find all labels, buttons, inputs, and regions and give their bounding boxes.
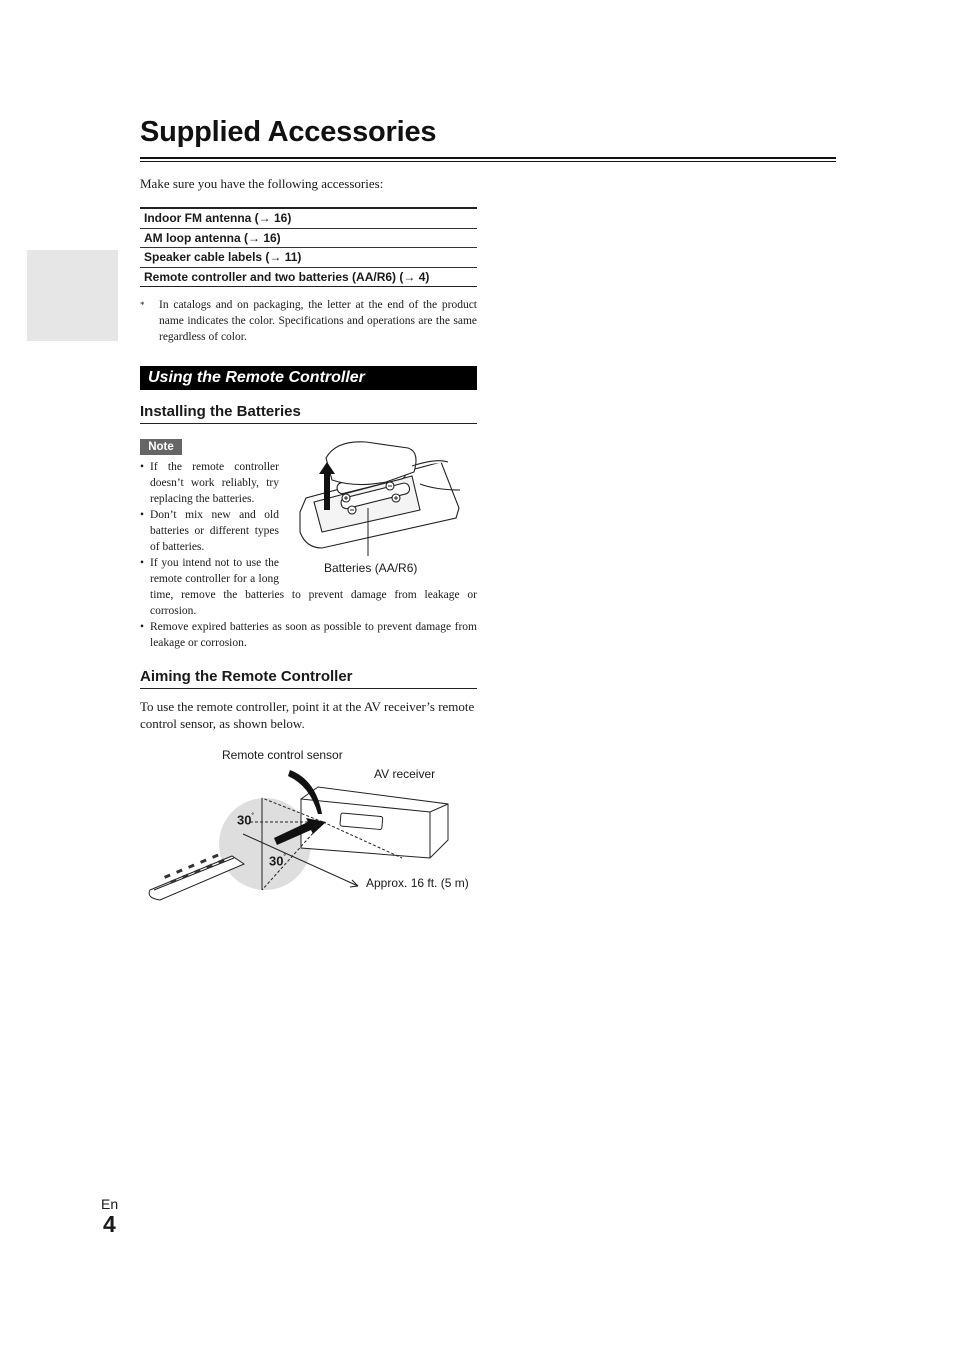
footnote-mark: * — [140, 300, 145, 310]
section-title: Using the Remote Controller — [148, 369, 365, 386]
sensor-label: Remote control sensor — [222, 748, 343, 762]
accessory-page-ref: 16) — [270, 211, 292, 225]
installing-batteries-heading: Installing the Batteries — [140, 403, 477, 424]
arrow-icon: → — [258, 211, 271, 225]
aiming-text: To use the remote controller, point it at the AV receiver’s remote control sensor, as shown below. — [140, 699, 475, 731]
list-item: • Don’t mix new and old batteries or different types of batteries. — [140, 507, 477, 555]
footnote-text: In catalogs and on packaging, the letter at the end of the product name indicates the color. Specifications and operations are the same regardless of color. — [159, 299, 477, 343]
arrow-icon: → — [269, 250, 282, 264]
angle-top-label — [237, 812, 254, 827]
aiming-heading: Aiming the Remote Controller — [140, 668, 477, 689]
battery-installation-illustration — [296, 436, 466, 556]
page-title: Supplied Accessories — [140, 116, 437, 148]
arrow-icon: → — [248, 230, 260, 245]
footnote — [140, 297, 477, 345]
angle-top-value: 30 — [237, 812, 252, 828]
accessory-row — [140, 209, 477, 229]
distance-label: Approx. 16 ft. (5 m) — [366, 876, 469, 890]
aiming-illustration — [140, 740, 480, 915]
language-label: En — [101, 1196, 119, 1212]
angle-bottom-label — [269, 853, 286, 868]
list-item: • If the remote controller doesn’t work reliably, try replacing the batteries. — [140, 459, 477, 507]
title-rule — [140, 157, 836, 159]
accessory-row — [140, 248, 477, 268]
accessories-table — [140, 207, 477, 287]
accessory-page-ref: 16) — [260, 230, 281, 245]
accessory-name: Speaker cable labels ( — [144, 250, 270, 264]
accessory-name: AM loop antenna ( — [144, 230, 248, 245]
degree-mark: ˚ — [251, 812, 255, 821]
page-number: 4 — [103, 1211, 116, 1237]
title-rule-thin — [140, 161, 836, 162]
list-item: • If you intend not to use the remote controller for a long time, remove the batteries to prevent damage from leakage or corrosion. — [140, 555, 477, 619]
accessory-page-ref: 4) — [415, 269, 430, 284]
accessory-row — [140, 268, 477, 288]
chapter-tab — [27, 250, 118, 341]
degree-mark: ˚ — [283, 853, 287, 862]
section-header — [140, 366, 477, 390]
accessory-page-ref: 11) — [281, 250, 302, 264]
receiver-label: AV receiver — [374, 767, 436, 781]
angle-bottom-value: 30 — [269, 853, 284, 869]
intro-text: Make sure you have the following accessories: — [140, 176, 384, 191]
accessory-name: Indoor FM antenna ( — [144, 211, 259, 225]
note-badge: Note — [140, 439, 182, 455]
accessory-name: Remote controller and two batteries (AA/R6) ( — [144, 269, 404, 284]
batteries-caption: Batteries (AA/R6) — [324, 561, 418, 575]
list-item: • Remove expired batteries as soon as possible to prevent damage from leakage or corrosion. — [140, 619, 477, 651]
arrow-icon: → — [403, 269, 416, 284]
accessory-row — [140, 229, 477, 249]
